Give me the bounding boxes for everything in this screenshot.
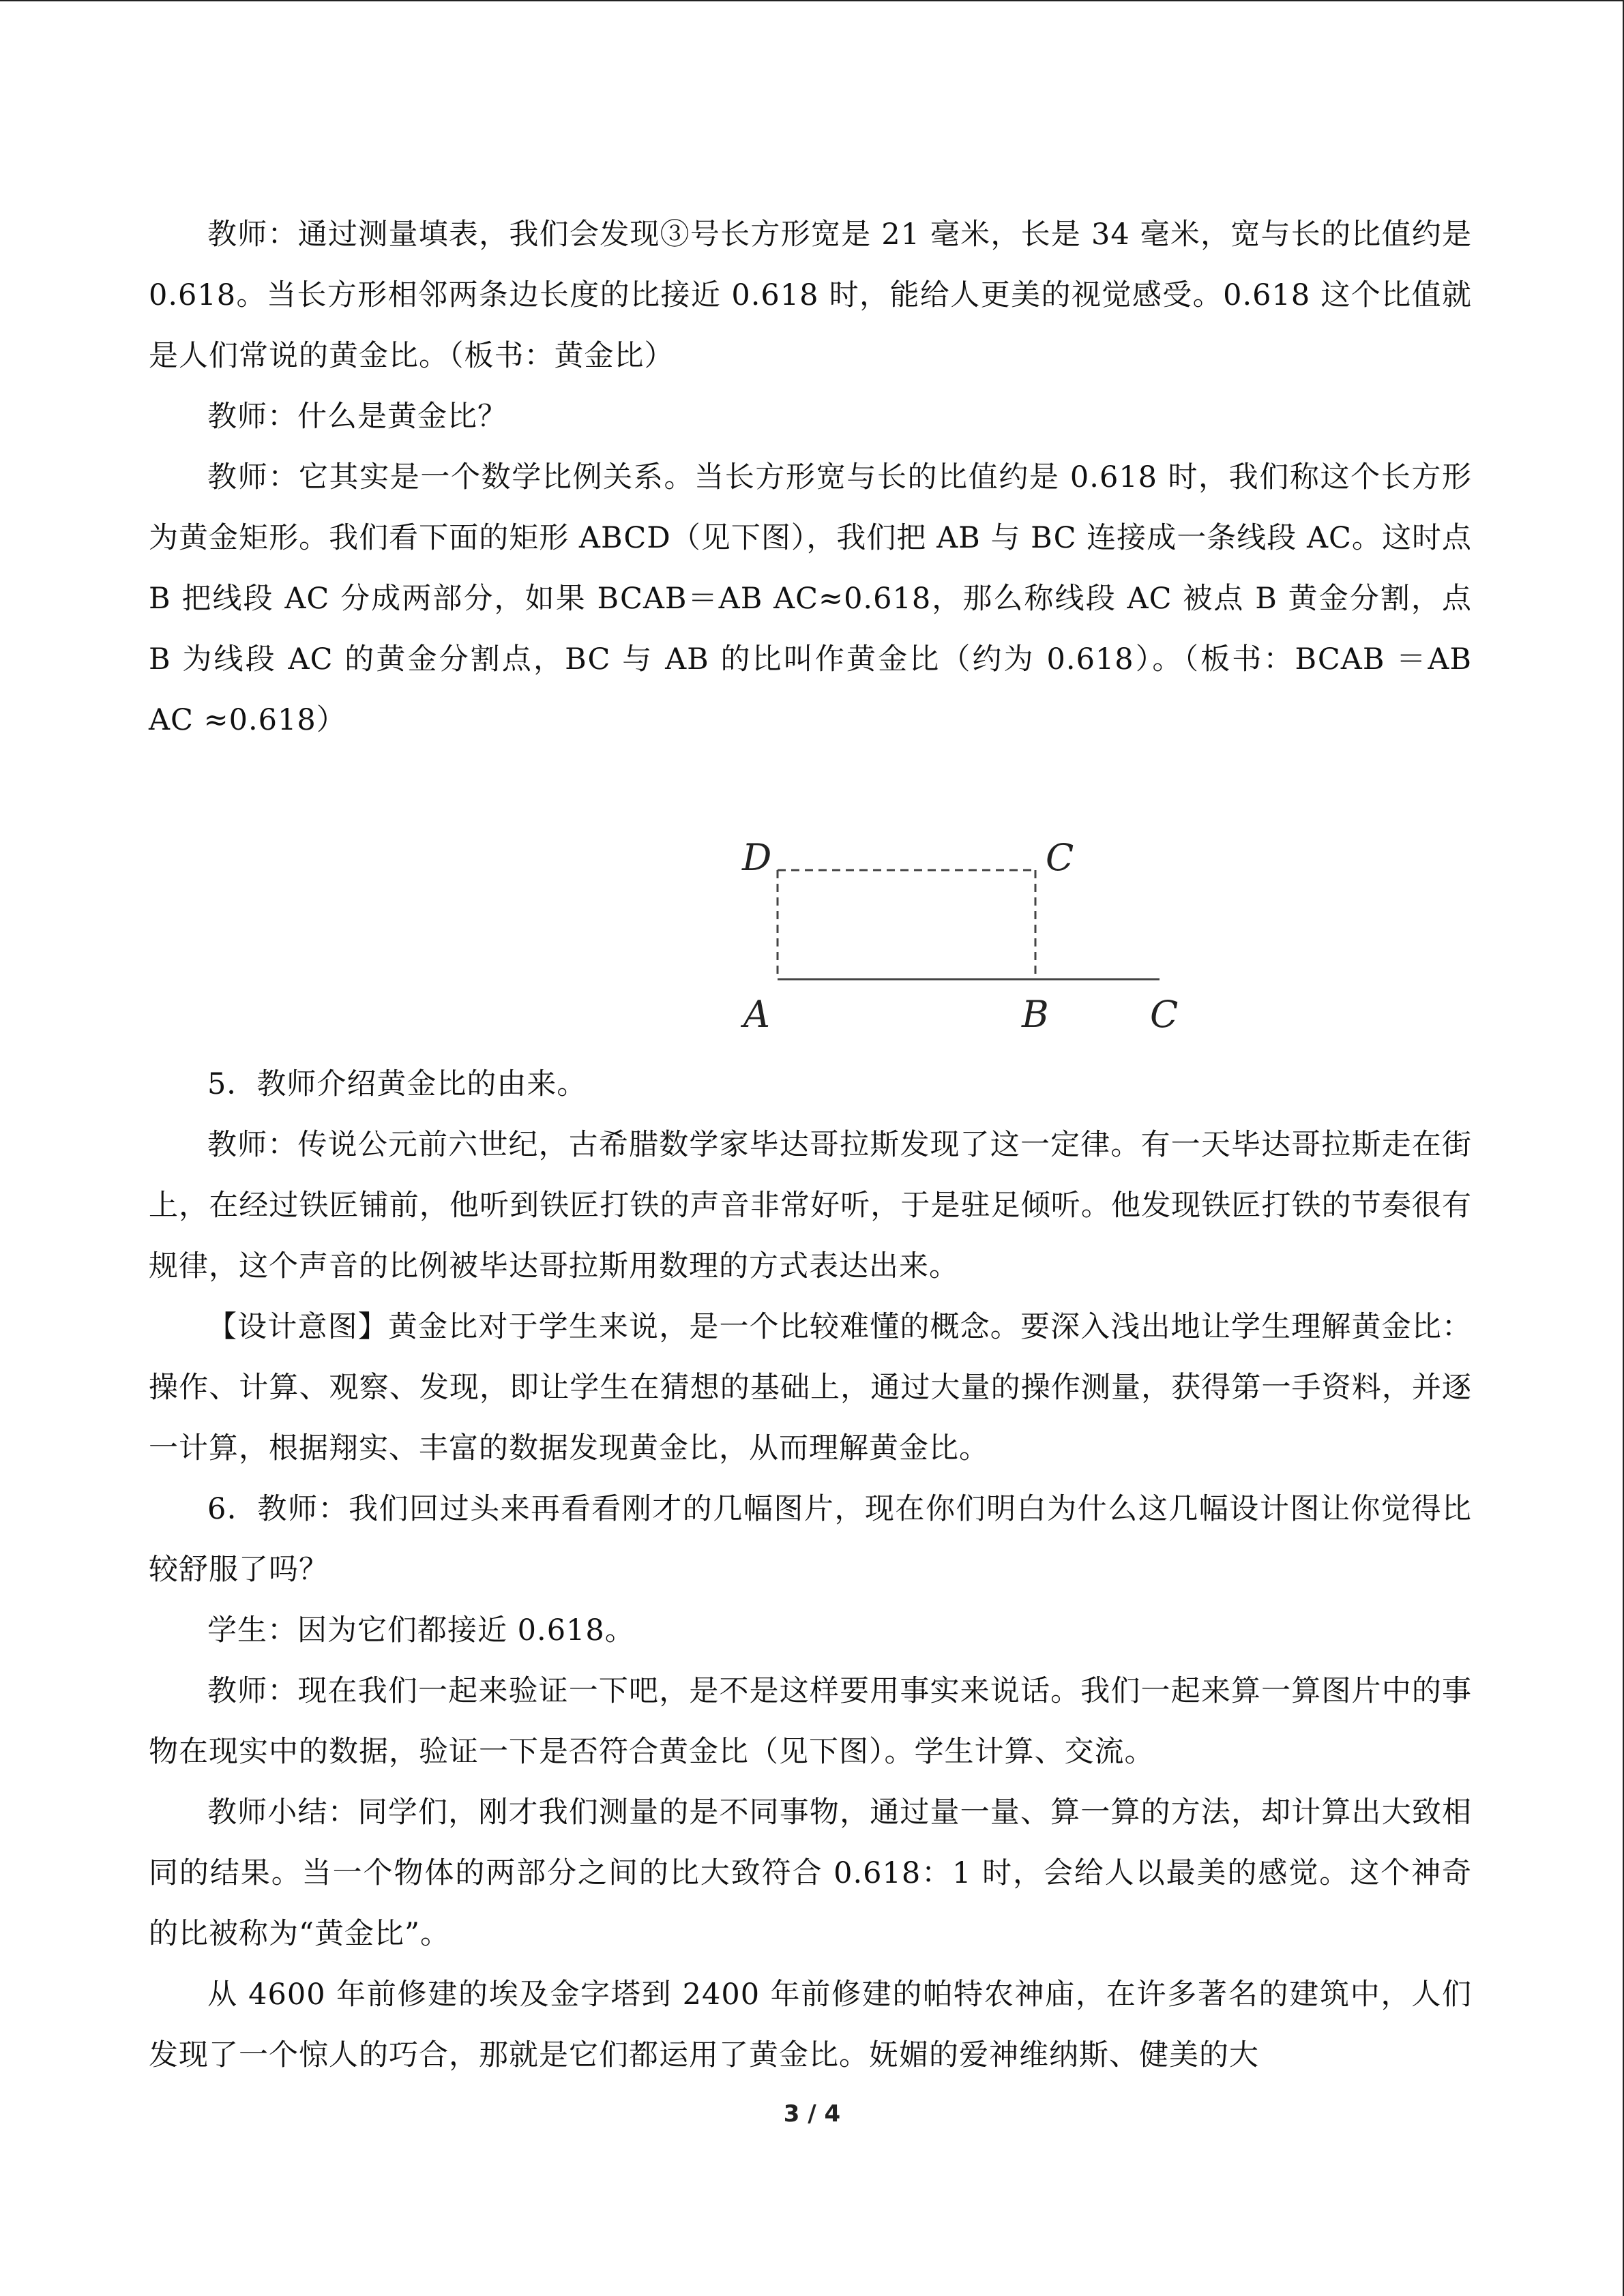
paragraph-section-6: 6．教师：我们回过头来再看看刚才的几幅图片，现在你们明白为什么这几幅设计图让你觉得比较舒服了吗？ (149, 1492, 1472, 1587)
label-b: B (1022, 993, 1049, 1036)
label-c-top: C (1046, 836, 1074, 879)
paragraph-verify: 教师：现在我们一起来验证一下吧，是不是这样要用事实来说话。我们一起来算一算图片中的事物在现实中的数据，验证一下是否符合黄金比（见下图）。学生计算、交流。 (149, 1674, 1472, 1769)
paragraph-golden-ratio-definition: 教师：它其实是一个数学比例关系。当长方形宽与长的比值约是 0.618 时，我们称这个长方形为黄金矩形。我们看下面的矩形 ABCD（见下图），我们把 AB 与 BC 连接成一条线段 AC。这时点 B 把线段 AC 分成两部分，如果 BCAB＝AB AC≈0.618，那么称线段 AC 被点 B 黄金分割，点 B 为线段 AC 的黄金分割点，BC 与 AB 的比叫作黄金比（约为 0.618）。（板书：BCAB ＝AB AC ≈0.618） (149, 460, 1472, 737)
page-number: 3 / 4 (783, 2100, 841, 2128)
paragraph-student-answer: 学生：因为它们都接近 0.618。 (207, 1613, 635, 1648)
golden-rectangle-figure (149, 788, 1472, 1036)
paragraph-summary: 教师小结：同学们，刚才我们测量的是不同事物，通过量一量、算一算的方法，却计算出大致相同的结果。当一个物体的两部分之间的比大致符合 0.618：1 时，会给人以最美的感觉。这个神奇的比被称为“黄金比”。 (149, 1795, 1472, 1951)
paragraph-architecture: 从 4600 年前修建的埃及金字塔到 2400 年前修建的帕特农神庙，在许多著名的建筑中，人们发现了一个惊人的巧合，那就是它们都运用了黄金比。妩媚的爱神维纳斯、健美的大 (149, 1978, 1472, 2072)
label-d: D (742, 836, 772, 879)
paragraph-pythagoras-story: 教师：传说公元前六世纪，古希腊数学家毕达哥拉斯发现了这一定律。有一天毕达哥拉斯走在街上，在经过铁匠铺前，他听到铁匠打铁的声音非常好听，于是驻足倾听。他发现铁匠打铁的节奏很有规律，这个声音的比例被毕达哥拉斯用数理的方式表达出来。 (149, 1128, 1472, 1283)
paragraph-question: 教师：什么是黄金比？ (207, 400, 507, 434)
paragraph-golden-ratio-measure: 教师：通过测量填表，我们会发现③号长方形宽是 21 毫米，长是 34 毫米，宽与长的比值约是 0.618。当长方形相邻两条边长度的比接近 0.618 时，能给人更美的视觉感受。0.618 这个比值就是人们常说的黄金比。（板书：黄金比） (149, 218, 1472, 373)
label-a: A (743, 993, 770, 1036)
paragraph-design-intent: 【设计意图】黄金比对于学生来说，是一个比较难懂的概念。要深入浅出地让学生理解黄金比：操作、计算、观察、发现，即让学生在猜想的基础上，通过大量的操作测量，获得第一手资料，并逐一计算，根据翔实、丰富的数据发现黄金比，从而理解黄金比。 (149, 1310, 1472, 1465)
paragraph-section-5: 5．教师介绍黄金比的由来。 (207, 1067, 587, 1101)
golden-rectangle-diagram (572, 788, 1179, 1036)
label-c-bottom: C (1150, 993, 1179, 1036)
document-body (149, 205, 1472, 2086)
